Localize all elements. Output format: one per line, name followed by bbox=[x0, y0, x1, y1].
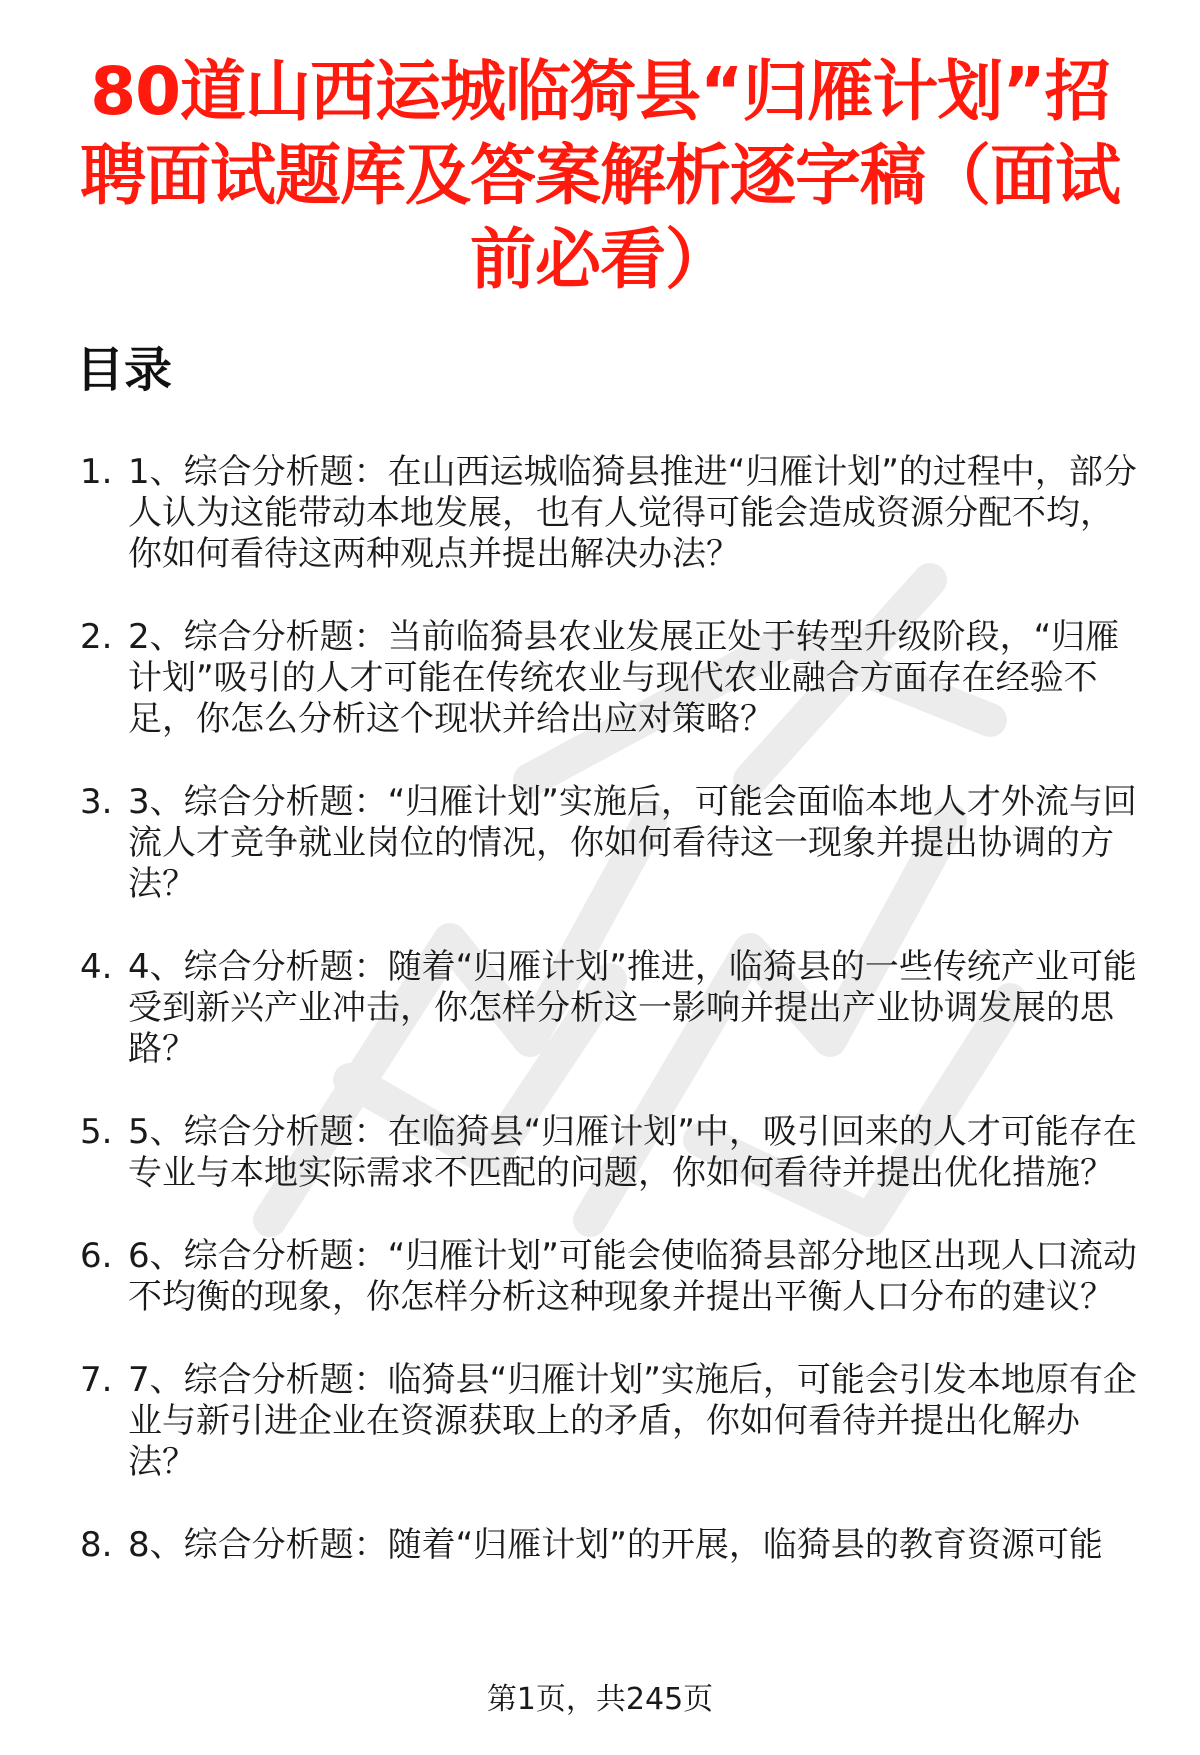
toc-item-number: 4. bbox=[80, 947, 113, 987]
toc-item-number: 8. bbox=[80, 1525, 113, 1565]
toc-item[interactable] bbox=[0, 1360, 1200, 1483]
toc-item[interactable] bbox=[0, 1236, 1200, 1318]
toc-item-number: 7. bbox=[80, 1360, 113, 1400]
toc-item[interactable] bbox=[0, 452, 1200, 575]
toc-item[interactable] bbox=[0, 782, 1200, 905]
toc-item-number: 2. bbox=[80, 617, 113, 657]
toc-item-number: 6. bbox=[80, 1236, 113, 1276]
page-footer: 第1页，共245页 bbox=[486, 1682, 714, 1717]
toc-item[interactable] bbox=[0, 1112, 1200, 1194]
toc-list bbox=[0, 452, 1200, 1608]
toc-item-text: 2、综合分析题：当前临猗县农业发展正处于转型升级阶段，“归雁计划”吸引的人才可能在传统农业与现代农业融合方面存在经验不足，你怎么分析这个现状并给出应对策略？ bbox=[128, 617, 1120, 739]
toc-item[interactable] bbox=[0, 617, 1200, 740]
toc-item[interactable] bbox=[0, 1525, 1200, 1566]
toc-heading: 目录 bbox=[76, 342, 173, 398]
toc-item[interactable] bbox=[0, 947, 1200, 1070]
toc-item-number: 3. bbox=[80, 782, 113, 822]
toc-item-text: 1、综合分析题：在山西运城临猗县推进“归雁计划”的过程中，部分人认为这能带动本地发展，也有人觉得可能会造成资源分配不均，你如何看待这两种观点并提出解决办法？ bbox=[128, 452, 1137, 574]
toc-item-text: 8、综合分析题：随着“归雁计划”的开展，临猗县的教育资源可能 bbox=[128, 1525, 1103, 1565]
toc-item-text: 7、综合分析题：临猗县“归雁计划”实施后，可能会引发本地原有企业与新引进企业在资源获取上的矛盾，你如何看待并提出化解办法？ bbox=[128, 1360, 1137, 1482]
toc-item-text: 6、综合分析题：“归雁计划”可能会使临猗县部分地区出现人口流动不均衡的现象，你怎样分析这种现象并提出平衡人口分布的建议？ bbox=[128, 1236, 1137, 1317]
document-title: 80道山西运城临猗县“归雁计划”招聘面试题库及答案解析逐字稿（面试前必看） bbox=[80, 53, 1120, 298]
toc-item-text: 5、综合分析题：在临猗县“归雁计划”中，吸引回来的人才可能存在专业与本地实际需求不匹配的问题，你如何看待并提出优化措施？ bbox=[128, 1112, 1137, 1193]
toc-item-number: 1. bbox=[80, 452, 113, 492]
toc-item-text: 3、综合分析题：“归雁计划”实施后，可能会面临本地人才外流与回流人才竞争就业岗位的情况，你如何看待这一现象并提出协调的方法？ bbox=[128, 782, 1137, 904]
toc-item-number: 5. bbox=[80, 1112, 113, 1152]
toc-item-text: 4、综合分析题：随着“归雁计划”推进，临猗县的一些传统产业可能受到新兴产业冲击，你怎样分析这一影响并提出产业协调发展的思路？ bbox=[128, 947, 1137, 1069]
